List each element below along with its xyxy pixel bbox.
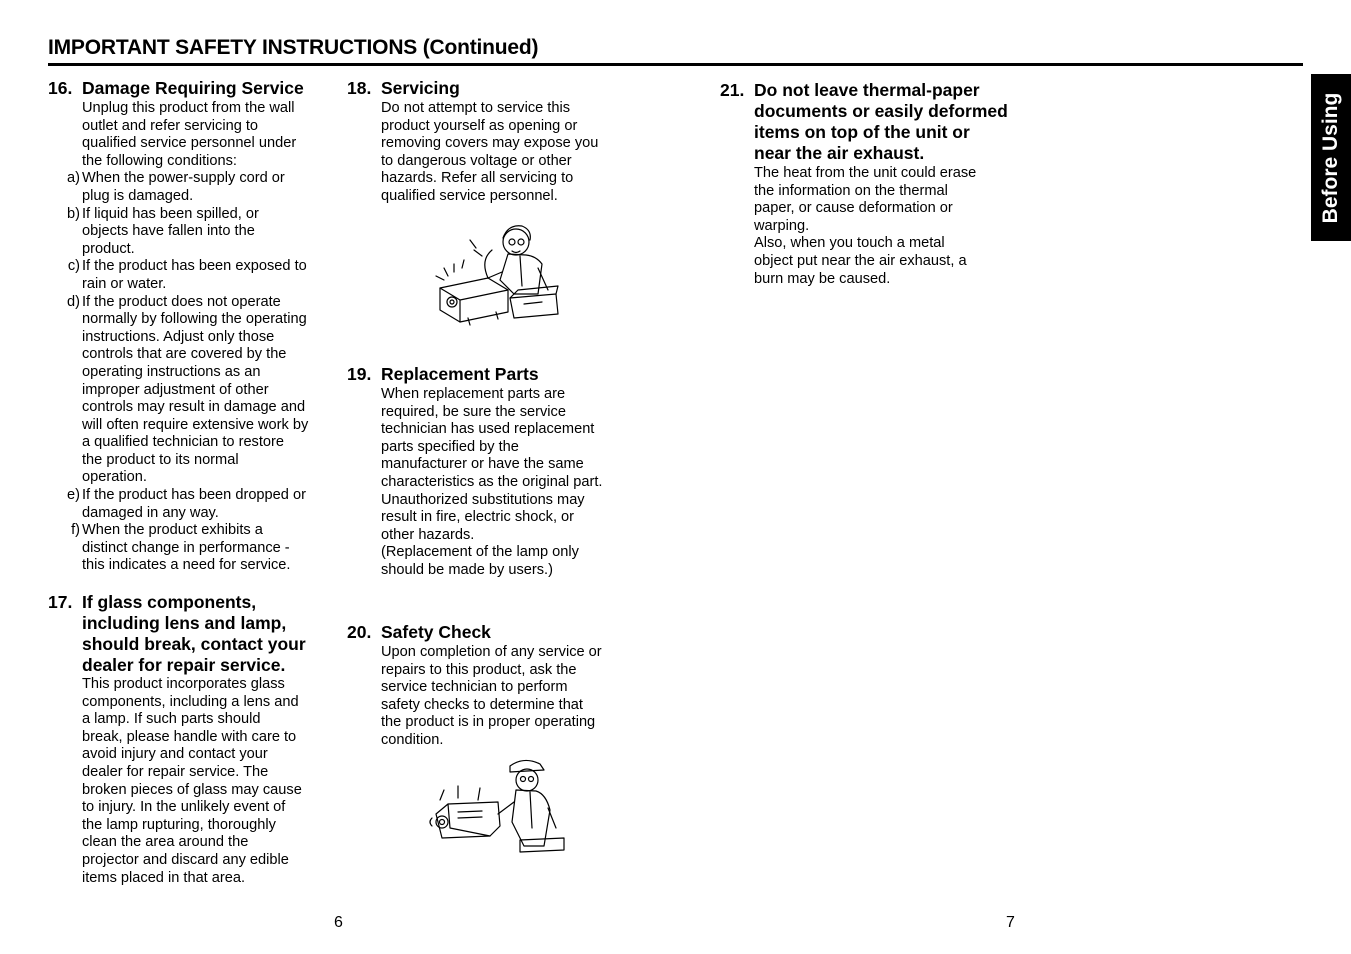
column-middle-bottom (347, 622, 632, 750)
column-middle (347, 78, 632, 206)
condition-list (48, 170, 338, 575)
section-body: This product incorporates glass components, including a lens and a lamp. If such parts should break, please handle with care to avoid injury and contact your dealer for repair service. The broken pieces of glass may cause to injury. In the unlikely event of the lamp rupturing, thoroughly clean the area around the projector and discard any edible items placed in that area. (82, 676, 302, 886)
section-title: Servicing (381, 78, 460, 98)
side-tab (1311, 74, 1351, 241)
list-marker: b) (67, 205, 80, 222)
page-title: IMPORTANT SAFETY INSTRUCTIONS (Continued) (48, 36, 539, 59)
shocked-repairman-illustration (430, 220, 565, 328)
section-17 (48, 592, 338, 887)
page-number-left: 6 (334, 914, 343, 931)
section-title: Safety Check (381, 622, 491, 642)
list-item (48, 522, 338, 575)
section-heading (347, 622, 632, 643)
section-21 (720, 80, 1010, 288)
list-item (48, 258, 338, 293)
column-left (48, 78, 338, 887)
list-marker: a) (67, 170, 80, 187)
section-heading (48, 78, 338, 99)
section-18 (347, 78, 632, 206)
list-marker: c) (67, 258, 80, 275)
section-title: Do not leave thermal-paper documents or easily deformed items on top of the unit or near the air exhaust. (754, 80, 1008, 163)
section-body: When replacement parts are required, be sure the service technician has used replacement parts specified by the manufacturer or have the same characteristics as the original part. Unauthorized substitutions may result in fire, electric shock, or other hazards. (Replacement of the lamp only should be made by users.) (381, 386, 603, 578)
section-body: Unplug this product from the wall outlet and refer servicing to qualified service personnel under the following conditions: (82, 100, 297, 169)
section-number: 19. (347, 364, 372, 384)
list-item (48, 170, 338, 205)
list-item-text: When the product exhibits a distinct change in performance - this indicates a need for service. (82, 522, 291, 574)
list-item-text: If the product has been dropped or damaged in any way. (82, 487, 306, 521)
section-heading (48, 592, 338, 676)
list-item (48, 206, 338, 259)
list-item-text: If liquid has been spilled, or objects have fallen into the product. (82, 205, 259, 257)
section-number: 18. (347, 78, 372, 98)
section-title: Damage Requiring Service (82, 78, 304, 98)
section-body: The heat from the unit could erase the information on the thermal paper, or cause deformation or warping. Also, when you touch a metal object put near the air exhaust, a burn may be caused. (754, 165, 977, 287)
list-marker: e) (67, 487, 80, 504)
section-19 (347, 364, 632, 580)
list-item (48, 294, 338, 488)
section-title: If glass components, including lens and lamp, should break, contact your dealer for repair service. (82, 592, 306, 676)
section-heading (347, 364, 632, 385)
list-item-text: When the power-supply cord or plug is damaged. (82, 170, 285, 204)
section-number: 16. (48, 78, 73, 98)
section-16 (48, 78, 338, 575)
list-item-text: If the product has been exposed to rain or water. (82, 258, 307, 292)
title-rule (48, 63, 1303, 66)
list-marker: f) (71, 522, 80, 539)
section-heading (347, 78, 632, 99)
technician-checking-projector-illustration (428, 756, 568, 854)
section-number: 17. (48, 592, 73, 613)
page-number-right: 7 (1006, 914, 1015, 931)
side-tab-label: Before Using (1319, 92, 1342, 223)
section-number: 21. (720, 80, 745, 100)
list-marker: d) (67, 293, 80, 310)
section-number: 20. (347, 622, 372, 642)
section-20 (347, 622, 632, 750)
column-right (720, 80, 1010, 288)
section-title: Replacement Parts (381, 364, 539, 384)
list-item (48, 487, 338, 522)
section-heading (720, 80, 1010, 164)
list-item-text: If the product does not operate normally by following the operating instructions. Adjust only those controls that are covered by the operating instructions as an improper adjustment of other controls may result in damage and will often require extensive work by a qualified technician to restore the product to its normal operation. (82, 293, 309, 486)
section-body: Do not attempt to service this product yourself as opening or removing covers may expose you to dangerous voltage or other hazards. Refer all servicing to qualified service personnel. (381, 100, 599, 204)
column-middle-lower (347, 364, 632, 580)
section-body: Upon completion of any service or repairs to this product, ask the service technician to perform safety checks to determine that the product is in proper operating condition. (381, 644, 602, 748)
